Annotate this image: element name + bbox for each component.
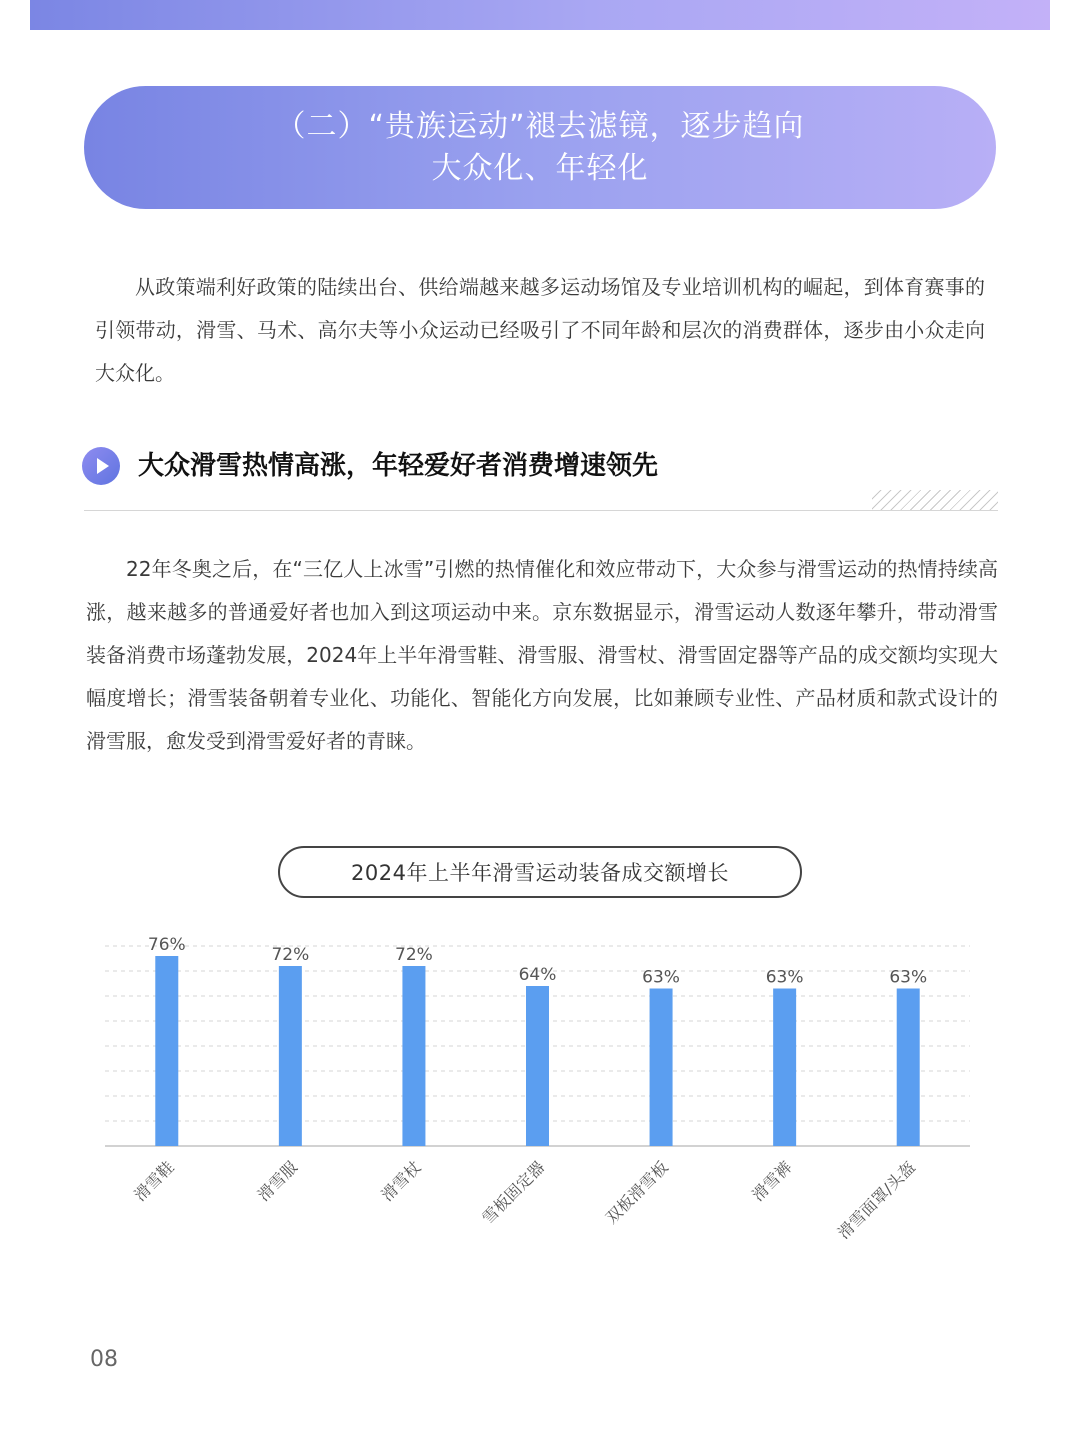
x-tick-label: 滑雪杖 <box>377 1157 425 1205</box>
intro-paragraph: 从政策端利好政策的陆续出台、供给端越来越多运动场馆及专业培训机构的崛起，到体育赛事的引领带动，滑雪、马术、高尔夫等小众运动已经吸引了不同年龄和层次的消费群体，逐步由小众走向大众化。 <box>95 275 985 385</box>
bar <box>402 966 425 1146</box>
data-label: 72% <box>271 945 310 965</box>
bar <box>897 989 920 1147</box>
x-tick-label: 滑雪面罩/头盔 <box>833 1157 920 1243</box>
bar <box>773 989 796 1147</box>
x-tick-label: 雪板固定器 <box>478 1157 549 1228</box>
chart-title: 2024年上半年滑雪运动装备成交额增长 <box>278 846 802 898</box>
body-paragraph: 22年冬奥之后，在“三亿人上冰雪”引燃的热情催化和效应带动下，大众参与滑雪运动的热情持续高涨，越来越多的普通爱好者也加入到这项运动中来。京东数据显示，滑雪运动人数逐年攀升，带动滑雪装备消费市场蓬勃发展，2024年上半年滑雪鞋、滑雪服、滑雪杖、滑雪固定器等产品的成交额均实现大幅度增长；滑雪装备朝着专业化、功能化、智能化方向发展，比如兼顾专业性、产品材质和款式设计的滑雪服，愈发受到滑雪爱好者的青睐。 <box>86 557 998 753</box>
data-label: 63% <box>642 967 680 988</box>
data-label: 63% <box>765 967 804 988</box>
x-tick-label: 滑雪鞋 <box>130 1157 178 1205</box>
bar <box>155 956 178 1146</box>
data-label: 64% <box>518 965 557 985</box>
bar <box>650 989 673 1147</box>
title-line-1: （二）“贵族运动”褪去滤镜，逐步趋向 <box>275 108 805 144</box>
x-tick-label: 滑雪服 <box>253 1157 302 1205</box>
title-line-2: 大众化、年轻化 <box>431 150 649 186</box>
bar <box>279 966 302 1146</box>
data-label: 72% <box>395 945 433 965</box>
data-label: 76% <box>147 935 186 955</box>
page-number: 08 <box>90 1347 118 1372</box>
data-label: 63% <box>889 967 928 988</box>
bar <box>526 986 549 1146</box>
x-tick-label: 滑雪裤 <box>748 1157 796 1205</box>
section-title: 大众滑雪热情高涨，年轻爱好者消费增速领先 <box>138 451 659 481</box>
x-tick-label: 双板滑雪板 <box>601 1157 672 1228</box>
